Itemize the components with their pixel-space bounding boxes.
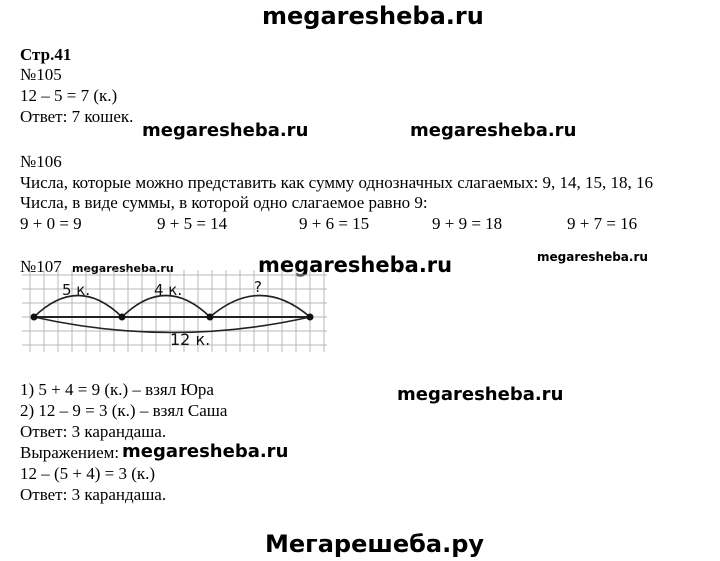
task-107-expression-label: Выражением: bbox=[20, 443, 120, 462]
segment-point bbox=[31, 314, 38, 321]
task-106-number: №106 bbox=[20, 152, 62, 171]
task-105-equation: 12 – 5 = 7 (к.) bbox=[20, 86, 118, 105]
arc-segment-3 bbox=[210, 296, 310, 318]
watermark-top: megaresheba.ru bbox=[262, 2, 484, 30]
task-106-line2: Числа, в виде суммы, в которой одно слагаемое равно 9: bbox=[20, 193, 428, 212]
watermark: megaresheba.ru bbox=[537, 250, 648, 264]
task-106-sum: 9 + 9 = 18 bbox=[432, 214, 503, 233]
task-106-sum: 9 + 7 = 16 bbox=[567, 214, 638, 233]
task-105-answer: Ответ: 7 кошек. bbox=[20, 107, 134, 126]
task-107-number: №107 bbox=[20, 257, 62, 276]
segment-point bbox=[207, 314, 214, 321]
watermark: megaresheba.ru bbox=[72, 262, 174, 275]
task-105-number: №105 bbox=[20, 65, 62, 84]
watermark: megaresheba.ru bbox=[410, 120, 577, 141]
segment-diagram bbox=[22, 270, 327, 357]
task-106-sum: 9 + 0 = 9 bbox=[20, 214, 82, 233]
task-107-step1: 1) 5 + 4 = 9 (к.) – взял Юра bbox=[20, 380, 214, 399]
task-107-answer2: Ответ: 3 карандаша. bbox=[20, 485, 167, 504]
watermark: megaresheba.ru bbox=[397, 384, 564, 405]
page-label: Стр.41 bbox=[20, 45, 72, 64]
total-label: 12 к. bbox=[170, 330, 211, 349]
task-106-line1: Числа, которые можно представить как сумму однозначных слагаемых: 9, 14, 15, 18, 16 bbox=[20, 173, 654, 192]
segment-2-label: 4 к. bbox=[154, 281, 183, 299]
watermark-bottom: Мегарешеба.ру bbox=[265, 530, 485, 558]
task-107-step2: 2) 12 – 9 = 3 (к.) – взял Саша bbox=[20, 401, 228, 420]
segment-1-label: 5 к. bbox=[62, 281, 91, 299]
task-106-sum: 9 + 5 = 14 bbox=[157, 214, 228, 233]
task-106-sum: 9 + 6 = 15 bbox=[299, 214, 370, 233]
segment-3-label: ? bbox=[254, 278, 262, 296]
watermark: megaresheba.ru bbox=[142, 120, 309, 141]
task-107-answer1: Ответ: 3 карандаша. bbox=[20, 422, 167, 441]
segment-point bbox=[307, 314, 314, 321]
watermark: megaresheba.ru bbox=[122, 441, 289, 462]
segment-point bbox=[119, 314, 126, 321]
task-107-expression: 12 – (5 + 4) = 3 (к.) bbox=[20, 464, 156, 483]
watermark: megaresheba.ru bbox=[258, 253, 453, 277]
